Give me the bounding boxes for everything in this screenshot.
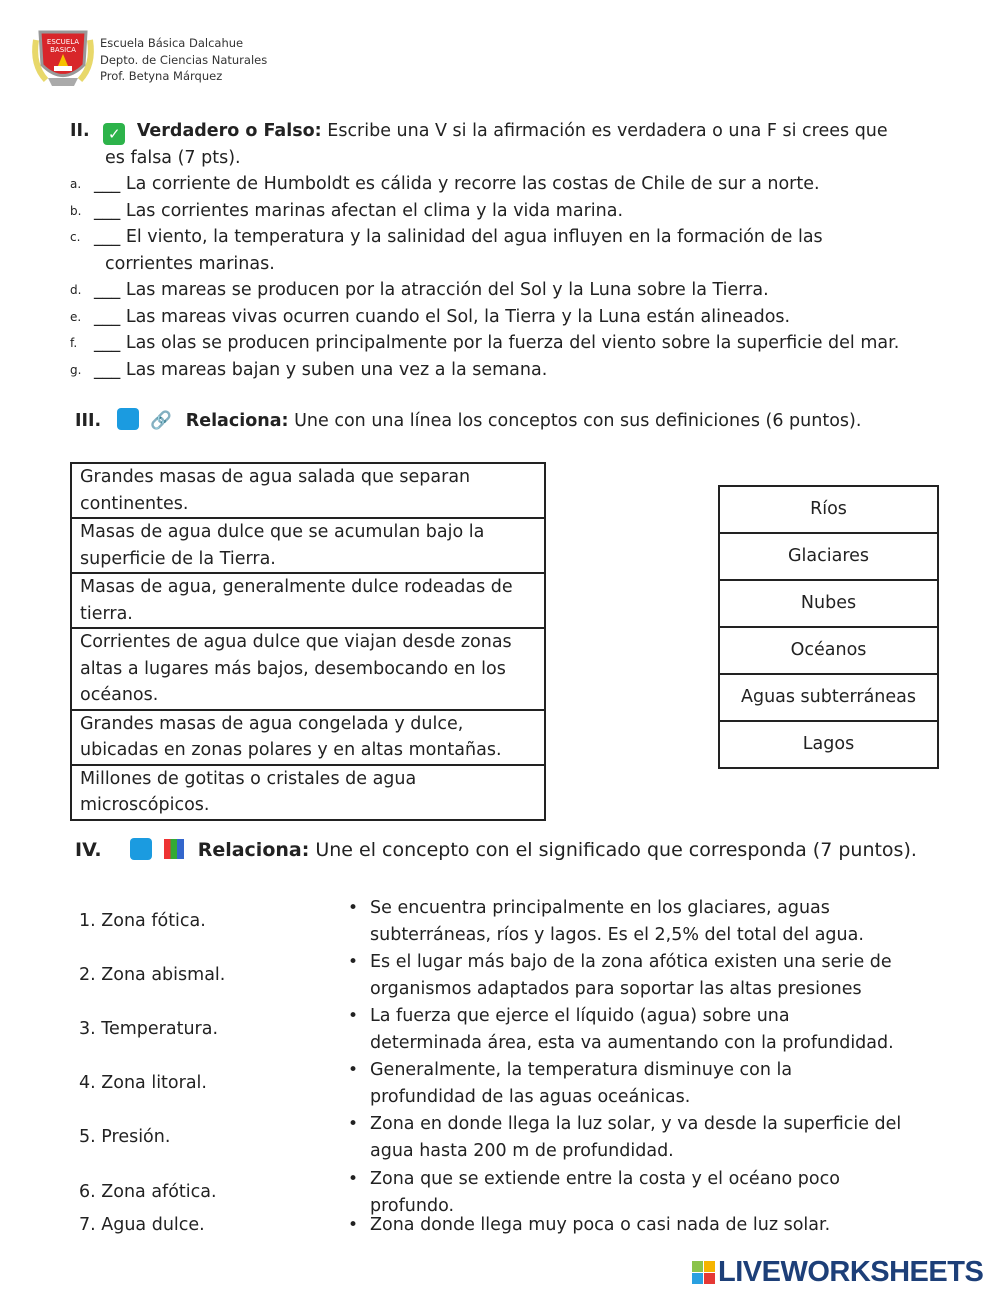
- meaning-line: subterráneas, ríos y lagos. Es el 2,5% del total del agua.: [370, 924, 864, 945]
- statement-text: Las olas se producen principalmente por la fuerza del viento sobre la superficie del mar.: [125, 333, 900, 353]
- meaning-line: agua hasta 200 m de profundidad.: [370, 1140, 674, 1161]
- definition-line: Masas de agua, generalmente dulce rodeadas de: [80, 577, 513, 597]
- check-icon: ✓: [103, 123, 125, 145]
- answer-blank[interactable]: ___: [94, 227, 121, 247]
- item-letter: c.: [70, 230, 81, 244]
- statement-text: Las mareas bajan y suben una vez a la semana.: [125, 359, 548, 380]
- item-letter: d.: [70, 283, 82, 297]
- definition-line: océanos.: [80, 685, 159, 705]
- statement-text: La corriente de Humboldt es cálida y recorre las costas de Chile de sur a norte.: [125, 174, 820, 194]
- meaning-line: Se encuentra principalmente en los glaciares, aguas: [370, 898, 830, 918]
- definition-cell: [71, 710, 545, 765]
- bullet-icon: •: [348, 1060, 359, 1080]
- concept-row[interactable]: [719, 580, 938, 627]
- answer-blank[interactable]: ___: [94, 200, 121, 221]
- statement-item: [94, 330, 899, 357]
- concept-cell: Glaciares: [719, 533, 938, 580]
- teacher: Prof. Betyna Márquez: [100, 69, 223, 83]
- school-logo: [28, 20, 98, 96]
- meaning-line: La fuerza que ejerce el líquido (agua) sobre una: [370, 1006, 790, 1026]
- meaning-line: determinada área, esta va aumentando con la profundidad.: [370, 1032, 894, 1053]
- definition-line: Corrientes de agua dulce que viajan desde zonas: [80, 632, 512, 652]
- definition-cell: [71, 765, 545, 820]
- link-icon: 🔗: [150, 411, 173, 431]
- definition-line: microscópicos.: [80, 795, 210, 815]
- definition-cell: [71, 518, 545, 573]
- definition-row: [71, 628, 545, 710]
- statement-text: Las mareas se producen por la atracción del Sol y la Luna sobre la Tierra.: [125, 280, 769, 300]
- meaning-line: Zona que se extiende entre la costa y el océano poco: [370, 1169, 840, 1189]
- term-item: 2. Zona abismal.: [79, 965, 226, 985]
- meaning-line: profundo.: [370, 1195, 455, 1216]
- statement-item: [94, 357, 547, 384]
- definition-cell: [71, 628, 545, 710]
- item-letter: g.: [70, 362, 82, 377]
- item-letter: f.: [70, 336, 78, 350]
- definition-row: [71, 463, 545, 518]
- section-iv-title: IV. Relaciona: Une el concepto con el significado que corresponda (7 puntos).: [75, 839, 917, 861]
- answer-blank[interactable]: ___: [94, 280, 121, 300]
- term-item: 3. Temperatura.: [79, 1019, 219, 1039]
- meaning-line: profundidad de las aguas oceánicas.: [370, 1086, 691, 1107]
- school-name: Escuela Básica Dalcahue: [100, 36, 244, 50]
- wave-icon: [117, 408, 139, 430]
- concept-row[interactable]: [719, 627, 938, 674]
- definition-line: tierra.: [80, 603, 133, 624]
- section-iii-title: III. 🔗 Relaciona: Une con una línea los conceptos con sus definiciones (6 puntos).: [75, 408, 861, 435]
- statement-text-cont: corrientes marinas.: [105, 253, 275, 274]
- item-letter: b.: [70, 203, 82, 218]
- definition-line: altas a lugares más bajos, desembocando en los: [80, 658, 506, 679]
- statement-item: [94, 171, 820, 198]
- term-item: 7. Agua dulce.: [79, 1215, 205, 1235]
- statement-text: Las mareas vivas ocurren cuando el Sol, la Tierra y la Luna están alineados.: [125, 306, 791, 327]
- bullet-icon: •: [348, 952, 359, 972]
- statement-item: [94, 224, 823, 251]
- definition-line: ubicadas en zonas polares y en altas montañas.: [80, 740, 502, 760]
- term-item: 1. Zona fótica.: [79, 911, 206, 931]
- statement-item: [94, 277, 769, 304]
- definitions-table: [70, 462, 546, 821]
- meaning-line: Zona donde llega muy poca o casi nada de luz solar.: [370, 1215, 831, 1235]
- meaning-line: organismos adaptados para soportar las altas presiones: [370, 978, 862, 999]
- concept-cell: Nubes: [719, 580, 938, 627]
- school-header: [100, 35, 267, 85]
- item-letter: a.: [70, 177, 82, 191]
- definition-line: Millones de gotitas o cristales de agua: [80, 768, 417, 789]
- meaning-line: Es el lugar más bajo de la zona afótica existen una serie de: [370, 952, 892, 972]
- definition-line: superficie de la Tierra.: [80, 548, 276, 569]
- meaning-line: Zona en donde llega la luz solar, y va desde la superficie del: [370, 1114, 902, 1134]
- concepts-table: [718, 485, 939, 769]
- concept-row[interactable]: [719, 486, 938, 533]
- answer-blank[interactable]: ___: [94, 333, 121, 353]
- item-letter: e.: [70, 309, 82, 324]
- definition-line: continentes.: [80, 493, 189, 514]
- live-badge: [692, 1261, 715, 1284]
- concept-row[interactable]: [719, 533, 938, 580]
- definition-row: [71, 573, 545, 628]
- bullet-icon: •: [348, 1006, 359, 1026]
- definition-row: [71, 518, 545, 573]
- meaning-line: Generalmente, la temperatura disminuye con la: [370, 1060, 793, 1080]
- definition-cell: [71, 463, 545, 518]
- definition-row: [71, 710, 545, 765]
- definition-line: Grandes masas de agua salada que separan: [80, 467, 471, 487]
- statement-text: Las corrientes marinas afectan el clima y la vida marina.: [125, 200, 624, 221]
- answer-blank[interactable]: ___: [94, 359, 121, 380]
- term-item: 5. Presión.: [79, 1127, 171, 1147]
- svg-text:ESCUELA: ESCUELA: [46, 38, 80, 46]
- concept-cell: Ríos: [719, 486, 938, 533]
- bullet-icon: •: [348, 1215, 359, 1235]
- section-ii-title: II. ✓ Verdadero o Falso: Escribe una V si la afirmación es verdadera o una F si crees que: [70, 121, 888, 143]
- department: Depto. de Ciencias Naturales: [100, 52, 268, 67]
- worksheet-page: ESCUELA BASICA Escuela Básica Dalcahue Depto. de Ciencias Naturales Prof. Betyna Márquez II. ✓ Verdadero o Falso: Escribe una V si la afirmación es verdadera o una F si crees que es falsa (7 pts). III. 🔗 Relaciona: Une con una línea los conceptos con sus definiciones (6 puntos). Grandes masas de agua salada que separan continentes. Masas de agua dulce que se acumulan bajo la superficie de la Tierra. Masas de agua, generalmente dulce rodeadas de tierra. Corrientes de agua dulce que viajan desde zonas altas a lugares más bajos, desembocando en los océanos. Grandes masas de agua congelada y dulce, ubicadas en zonas polares y en altas montañas. Millones de gotitas o cristales de agua microscópicos. Ríos Glaciares Nubes Océanos Aguas subterráneas Lagos IV. Relaciona: Une el concepto con el significado que corresponda (7 puntos). 1. Zona fótica. 2. Zona abismal. 3. Temperatura. 4. Zona litoral. 5. Presión. 6. Zona afótica. 7. Agua dulce. • Se encuentra principalmente en los glaciares, aguas subterráneas, ríos y lagos. Es el 2,5% del total del agua. • Es el lugar más bajo de la zona afótica existen una serie de organismos adaptados para soportar las altas presiones • La fuerza que ejerce el líquido (agua) sobre una determinada área, esta va aumentando con la profundidad. • Generalmente, la temperatura disminuye con la profundidad de las aguas oceánicas. • Zona en donde llega la luz solar, y va desde la superficie del agua hasta 200 m de profundidad. • Zona que se extiende entre la costa y el océano poco profundo. • Zona donde llega muy poca o casi nada de luz solar. LIVEWORKSHEETS a. ___ La corriente de Humboldt es cálida y recorre las costas de Chile de sur a norte. b. ___ Las corrientes marinas afectan el clima y la vida marina. c. ___ El viento, la temperatura y la salinidad del agua influyen en la formación de las corrientes marinas. d. ___ Las mareas se producen por la atracción del Sol y la Luna sobre la Tierra. e. ___ Las mareas vivas ocurren cuando el Sol, la Tierra y la Luna están alineados. f. ___ Las olas se producen principalmente por la fuerza del viento sobre la superficie del mar. g. ___ Las mareas bajan y suben una vez a la semana.: [0, 0, 1000, 1294]
- definition-cell: [71, 573, 545, 628]
- answer-blank[interactable]: ___: [94, 174, 121, 194]
- statement-text: El viento, la temperatura y la salinidad del agua influyen en la formación de las: [125, 227, 823, 247]
- statement-item: [94, 198, 623, 225]
- liveworksheets-logo: LIVEWORKSHEETS: [692, 1256, 983, 1289]
- definition-line: Masas de agua dulce que se acumulan bajo la: [80, 522, 485, 542]
- definition-row: [71, 765, 545, 820]
- wave-icon: [130, 838, 152, 860]
- concept-row[interactable]: [719, 721, 938, 768]
- concept-cell: Aguas subterráneas: [719, 674, 938, 721]
- books-icon: [164, 839, 184, 859]
- term-item: 6. Zona afótica.: [79, 1182, 217, 1202]
- answer-blank[interactable]: ___: [94, 306, 121, 327]
- bullet-icon: •: [348, 898, 359, 918]
- svg-text:BASICA: BASICA: [50, 46, 76, 54]
- statement-item: [94, 304, 790, 331]
- term-item: 4. Zona litoral.: [79, 1073, 207, 1093]
- concept-cell: Océanos: [719, 627, 938, 674]
- bullet-icon: •: [348, 1114, 359, 1134]
- definition-line: Grandes masas de agua congelada y dulce,: [80, 713, 464, 734]
- concept-cell: Lagos: [719, 721, 938, 768]
- bullet-icon: •: [348, 1169, 359, 1189]
- concept-row[interactable]: [719, 674, 938, 721]
